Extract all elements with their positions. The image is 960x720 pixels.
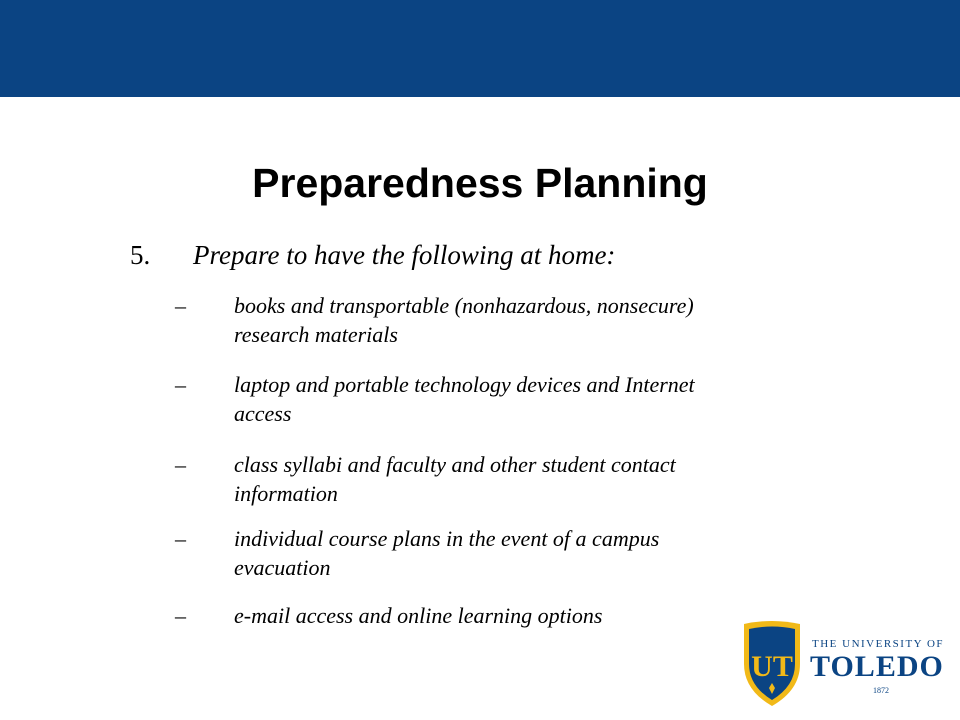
list-item-line: laptop and portable technology devices and Internet [234,372,695,397]
dash-bullet: – [175,293,186,318]
shield-text: UT [751,650,793,683]
list-item-line: research materials [234,322,398,347]
list-item-line: information [234,481,338,506]
logo-year: 1872 [873,686,889,695]
logo-name: TOLEDO [810,650,944,683]
university-logo [740,620,945,710]
main-point-text: Prepare to have the following at home: [193,240,616,270]
dash-bullet: – [175,372,186,397]
dash-bullet: – [175,452,186,477]
dash-bullet: – [175,603,186,628]
logo-top-text: THE UNIVERSITY OF [812,638,945,650]
list-item-line: individual course plans in the event of a campus [234,526,660,551]
dash-bullet: – [175,526,186,551]
list-item-line: evacuation [234,555,331,580]
list-item-line: e-mail access and online learning options [234,603,603,628]
list-item-line: books and transportable (nonhazardous, nonsecure) [234,293,694,318]
list-item-line: class syllabi and faculty and other student contact [234,452,676,477]
main-point-number: 5. [130,240,151,270]
slide-title: Preparedness Planning [252,160,708,206]
header-bar [0,0,960,97]
list-item-line: access [234,401,292,426]
shield-icon [740,620,804,708]
